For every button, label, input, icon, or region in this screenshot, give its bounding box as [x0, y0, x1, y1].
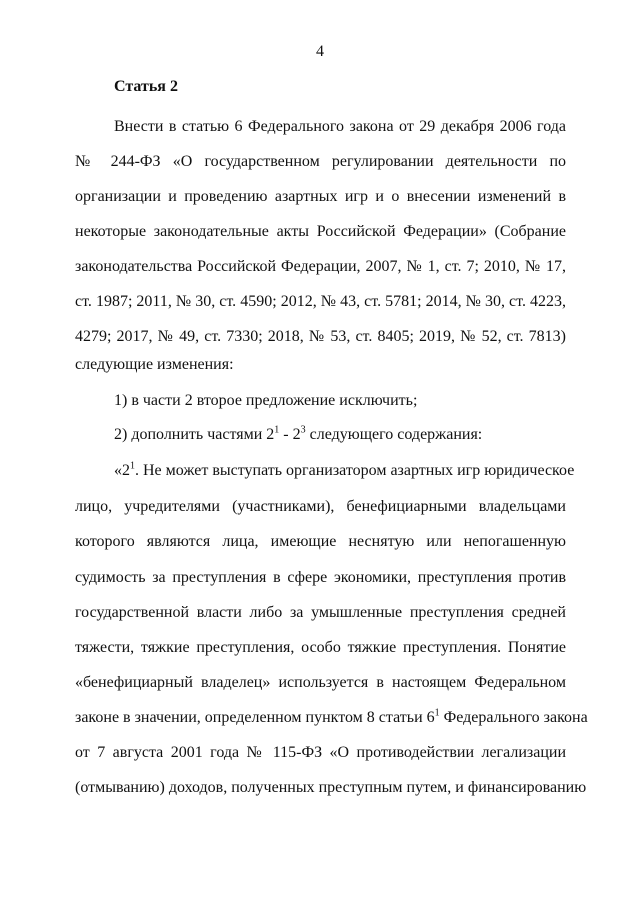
- quote-line: лицо, учредителями (участниками), бенефициарными владельцами: [75, 498, 566, 515]
- quote-text: . Не может выступать организатором азартных игр юридическое: [135, 462, 575, 479]
- quote-line: [114, 460, 575, 481]
- article-heading: Статья 2: [114, 78, 178, 95]
- paragraph-line: законодательства Российской Федерации, 2007, № 1, ст. 7; 2010, № 17,: [75, 258, 566, 275]
- paragraph-line: Внести в статью 6 Федерального закона от 29 декабря 2006 года: [114, 118, 566, 135]
- paragraph-line: организации и проведению азартных игр и о внесении изменений в: [75, 188, 566, 205]
- quote-text: Федерального закона: [439, 709, 588, 726]
- quote-line: «бенефициарный владелец» используется в настоящем Федеральном: [75, 674, 566, 691]
- superscript: 1: [274, 424, 280, 436]
- quote-line: государственной власти либо за умышленные преступления средней: [75, 604, 566, 621]
- list-item: [114, 425, 566, 445]
- list-item-text: - 2: [279, 426, 301, 443]
- paragraph-line: ст. 1987; 2011, № 30, ст. 4590; 2012, № 43, ст. 5781; 2014, № 30, ст. 4223,: [75, 293, 566, 310]
- superscript: 1: [130, 460, 135, 472]
- quote-line: от 7 августа 2001 года № 115-ФЗ «О противодействии легализации: [75, 744, 566, 761]
- quote-line: судимость за преступления в сфере экономики, преступления против: [75, 569, 566, 586]
- paragraph-line: № 244-ФЗ «О государственном регулировании деятельности по: [75, 153, 566, 170]
- quote-line: (отмыванию) доходов, полученных преступным путем, и финансированию: [75, 779, 587, 796]
- paragraph-line: следующие изменения:: [75, 356, 234, 373]
- list-item: 1) в части 2 второе предложение исключить;: [114, 392, 418, 409]
- paragraph-line: некоторые законодательные акты Российской Федерации» (Собрание: [75, 223, 566, 240]
- superscript: 3: [300, 424, 306, 436]
- list-item-text: 2) дополнить частями 2: [114, 426, 275, 443]
- paragraph-line: 4279; 2017, № 49, ст. 7330; 2018, № 53, ст. 8405; 2019, № 52, ст. 7813): [75, 328, 566, 345]
- quote-text: «2: [114, 462, 130, 479]
- quote-line: которого являются лица, имеющие неснятую или непогашенную: [75, 533, 566, 550]
- quote-line: тяжести, тяжкие преступления, особо тяжкие преступления. Понятие: [75, 639, 566, 656]
- superscript: 1: [434, 707, 440, 719]
- page-number: 4: [316, 43, 324, 60]
- quote-text: законе в значении, определенном пунктом 8 статьи 6: [75, 709, 435, 726]
- quote-line: [75, 707, 588, 728]
- list-item-text: следующего содержания:: [305, 426, 483, 443]
